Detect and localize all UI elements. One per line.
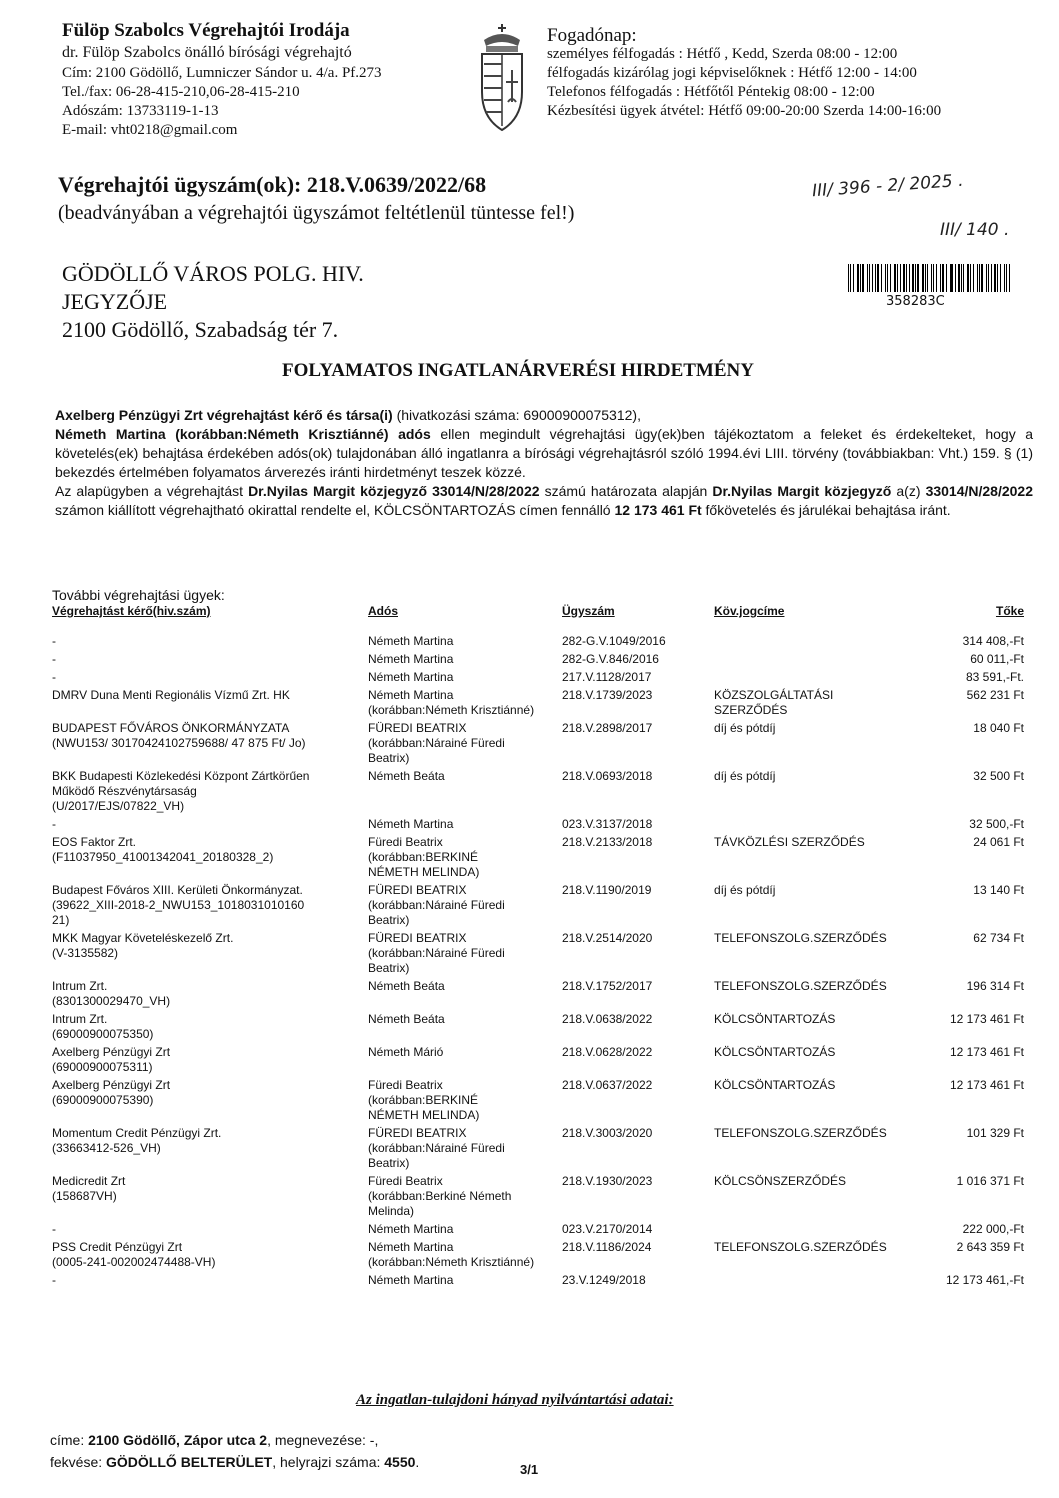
row-case: 23.V.1249/2018 [562,1273,646,1287]
row-title: díj és pótdíj [714,883,776,897]
barcode-bar [955,264,956,292]
row-creditor: EOS Faktor Zrt. (F11037950_41001342041_20180328_2) [52,835,274,864]
row-amount: 13 140 Ft [973,883,1024,897]
table-row [52,721,1032,769]
row-case: 218.V.1739/2023 [562,688,653,702]
row-title: KÖZSZOLGÁLTATÁSI SZERZŐDÉS [714,688,834,717]
row-amount: 12 173 461 Ft [949,1012,1024,1026]
row-creditor: - [52,634,56,648]
row-creditor: Medicredit Zrt (158687VH) [52,1174,126,1203]
property-heading: Az ingatlan-tulajdoni hányad nyilvántartási adatai: [356,1392,674,1408]
office-hours [547,26,941,121]
barcode-bar [872,264,873,292]
row-case: 282-G.V.1049/2016 [562,634,666,648]
row-debtor: Németh Martina [368,1222,454,1236]
barcode-bar [940,264,941,292]
row-case: 217.V.1128/2017 [562,670,652,684]
debtor-name: Németh Martina (korábban:Németh Krisztiánné) adós [55,426,431,442]
barcode-bar [881,264,882,292]
barcode-bar [991,264,992,292]
intro-paragraph-1 [55,406,1033,425]
row-case: 023.V.3137/2018 [562,817,653,831]
barcode-bar [1000,264,1001,292]
row-title: TELEFONSZOLG.SZERZŐDÉS [714,1240,887,1254]
row-case: 218.V.2514/2020 [562,931,653,945]
intro-paragraph-2 [55,425,1033,482]
document-title: FOLYAMATOS INGATLANÁRVERÉSI HIRDETMÉNY [282,360,754,381]
office-hours-line: Telefonos félfogadás : Hétfőtől Péntekig 08:00 - 12:00 [547,84,875,100]
row-creditor: - [52,817,56,831]
intro-text-span: a(z) [891,483,926,499]
row-creditor: MKK Magyar Követeléskezelő Zrt. (V-3135582) [52,931,234,960]
row-title: TÁVKÖZLÉSI SZERZŐDÉS [714,835,865,849]
intro-text-span: számon kiállított végrehajtható okirattal rendelte el, KÖLCSÖNTARTOZÁS címen fennálló [55,502,615,518]
barcode-bar [853,264,854,292]
barcode-bar [897,264,898,292]
barcode-bar [967,264,969,292]
row-creditor: Budapest Főváros XIII. Kerületi Önkormányzat. (39622_XIII-2018-2_NWU153_1018031010160 21) [52,883,305,927]
office-line: Adószám: 13733119-1-13 [62,103,219,119]
barcode-bar [961,264,962,292]
barcode [848,264,1013,309]
barcode-bar [903,264,904,292]
table-row [52,1078,1032,1126]
table-caption: További végrehajtási ügyek: [52,587,225,603]
table-row [52,1126,1032,1174]
office-name: Fülöp Szabolcs Végrehajtói Irodája [62,20,350,41]
header-creditor: Végrehajtást kérő(hiv.szám) [52,604,211,618]
barcode-bar [973,264,974,292]
row-debtor: FÜREDI BEATRIX (korábban:Nárainé Füredi Beatrix) [368,721,505,765]
intro-bold-span: Dr.Nyilas Margit közjegyző 33014/N/28/2022 [248,483,540,499]
handwritten-reference-2: III/ 140 . [940,220,1010,240]
barcode-bar [912,264,913,292]
recipient-address [62,260,364,344]
barcode-bar [931,264,932,292]
address-label: címe: [50,1432,89,1448]
barcode-bar [850,264,851,292]
row-creditor: Momentum Credit Pénzügyi Zrt. (33663412-526_VH) [52,1126,222,1155]
lot-end: . [415,1454,420,1470]
row-amount: 83 591,-Ft. [965,670,1024,684]
row-title: KÖLCSÖNSZERZŐDÉS [714,1174,847,1188]
row-creditor: - [52,670,56,684]
cases-table [52,586,1032,1291]
table-header [52,604,1032,622]
barcode-bar [885,264,886,292]
barcode-bar [981,264,982,292]
intro-paragraph-3 [55,482,1033,520]
address-rest: , megnevezése: -, [267,1432,379,1448]
row-creditor: - [52,652,56,666]
barcode-bar [848,264,849,292]
row-title: TELEFONSZOLG.SZERZŐDÉS [714,979,887,993]
row-creditor: PSS Credit Pénzügyi Zrt (0005-241-002002474488-VH) [52,1240,216,1269]
row-case: 218.V.1190/2019 [562,883,652,897]
row-creditor: - [52,1222,56,1236]
barcode-bar [942,264,944,292]
page-number: 3/1 [520,1462,539,1477]
row-debtor: Németh Martina (korábban:Németh Krisztiánné) [368,688,535,717]
table-row [52,769,1032,817]
office-hours-line: Kézbesítési ügyek átvétel: Hétfő 09:00-20:00 Szerda 14:00-16:00 [547,103,942,119]
case-number-note: (beadványában a végrehajtói ügyszámot feltétlenül tüntesse fel!) [58,202,575,224]
row-amount: 562 231 Ft [966,688,1024,702]
row-creditor: BUDAPEST FŐVÁROS ÖNKORMÁNYZATA (NWU153/ 30170424102759688/ 47 875 Ft/ Jo) [52,721,306,750]
property-location [50,1454,419,1470]
table-row [52,688,1032,721]
table-body [52,634,1032,1291]
row-amount: 60 011,-Ft [970,652,1024,666]
row-debtor: FÜREDI BEATRIX (korábban:Nárainé Füredi Beatrix) [368,1126,505,1170]
row-debtor: Németh Martina [368,652,454,666]
barcode-bar [1009,264,1010,292]
row-creditor: Intrum Zrt. (69000900075350) [52,1012,154,1041]
office-line: Tel./fax: 06-28-415-210,06-28-415-210 [62,84,300,100]
intro-text [55,406,1033,520]
intro-text-span: számú határozata alapján [539,483,713,499]
row-debtor: Németh Martina [368,817,454,831]
barcode-bar [862,264,863,292]
handwritten-reference: III/ 396 - 2/ 2025 . [811,170,965,202]
lot-number: 4550 [384,1454,416,1470]
barcode-bar [950,264,951,292]
row-amount: 24 061 Ft [973,835,1024,849]
intro-text-span: Az alapügyben a végrehajtást [55,483,249,499]
row-debtor: Németh Martina [368,670,454,684]
lot-label: , helyrajzi száma: [272,1454,385,1470]
row-case: 218.V.3003/2020 [562,1126,653,1140]
barcode-bar [875,264,876,292]
office-hours-line: félfogadás kizárólag jogi képviselőknek : Hétfő 12:00 - 14:00 [547,65,917,81]
row-amount: 18 040 Ft [973,721,1024,735]
table-row [52,1222,1032,1240]
row-title: díj és pótdíj [714,769,776,783]
barcode-bar [970,264,971,292]
row-debtor: Németh Martina (korábban:Németh Krisztiánné) [368,1240,535,1269]
barcode-bar [887,264,888,292]
barcode-bar [927,264,928,292]
office-hours-title: Fogadónap: [547,25,637,46]
barcode-bar [906,264,907,292]
table-row [52,1240,1032,1273]
barcode-bar [979,264,980,292]
barcode-bar [890,264,891,292]
barcode-bar [997,264,998,292]
row-case: 218.V.2133/2018 [562,835,653,849]
row-debtor: Füredi Beatrix (korábban:Berkiné Németh Melinda) [368,1174,512,1218]
row-case: 023.V.2170/2014 [562,1222,653,1236]
barcode-bar [951,264,952,292]
barcode-bar [946,264,947,292]
barcode-number: 358283C [886,294,945,309]
row-debtor: Németh Martina [368,634,454,648]
row-amount: 32 500 Ft [973,769,1024,783]
row-creditor: Axelberg Pénzügyi Zrt (69000900075311) [52,1045,171,1074]
intro-bold-span: Dr.Nyilas Margit közjegyző [712,483,892,499]
row-amount: 314 408,-Ft [962,634,1024,648]
barcode-bar [1004,264,1005,292]
row-amount: 12 173 461,-Ft [945,1273,1024,1287]
table-row [52,817,1032,835]
office-line: dr. Fülöp Szabolcs önálló bírósági végrehajtó [62,44,352,61]
barcode-bar [867,264,868,292]
row-debtor: Németh Martina [368,1273,454,1287]
barcode-bar [915,264,916,292]
table-row [52,979,1032,1012]
office-line: Cím: 2100 Gödöllő, Lumniczer Sándor u. 4/a. Pf.273 [62,65,382,81]
table-row [52,931,1032,979]
row-debtor: FÜREDI BEATRIX (korábban:Nárainé Füredi Beatrix) [368,883,505,927]
barcode-bar [900,264,901,292]
barcode-bar [877,264,879,292]
creditor-name: Axelberg Pénzügyi Zrt végrehajtást kérő és társa(i) [55,407,393,423]
row-amount: 32 500,-Ft [969,817,1024,831]
coat-of-arms-icon [476,22,528,139]
row-creditor: - [52,1273,56,1287]
recipient-line: JEGYZŐJE [62,289,168,314]
table-row [52,835,1032,883]
row-title: díj és pótdíj [714,721,776,735]
row-creditor: Intrum Zrt. (8301300029470_VH) [52,979,171,1008]
row-debtor: Németh Beáta [368,979,445,993]
barcode-bar [857,264,859,292]
row-amount: 1 016 371 Ft [956,1174,1024,1188]
table-row [52,652,1032,670]
header-case: Ügyszám [562,604,615,618]
row-creditor: DMRV Duna Menti Regionális Vízmű Zrt. HK [52,688,290,702]
row-case: 218.V.1752/2017 [562,979,653,993]
case-number: Végrehajtói ügyszám(ok): 218.V.0639/2022/68 [58,172,487,197]
recipient-line: GÖDÖLLŐ VÁROS POLG. HIV. [62,261,364,286]
row-title: TELEFONSZOLG.SZERZŐDÉS [714,931,887,945]
row-creditor: BKK Budapesti Közlekedési Központ Zártkörűen Működő Részvénytársaság (U/2017/EJS/07822_VH) [52,769,310,813]
header-amount: Tőke [995,604,1024,618]
location-label: fekvése: [50,1454,107,1470]
row-title: KÖLCSÖNTARTOZÁS [714,1012,836,1026]
barcode-bar [986,264,987,292]
intro-text-span: (hivatkozási száma: 69000900075312), [392,407,641,423]
barcode-bar [917,264,919,292]
property-address [50,1432,378,1448]
office-line: E-mail: vht0218@gmail.com [62,122,238,138]
barcode-bars [848,264,1013,292]
intro-text-span: főkövetelés és járulékai behajtása iránt. [701,502,951,518]
row-debtor: Németh Beáta [368,1012,445,1026]
row-debtor: FÜREDI BEATRIX (korábban:Nárainé Füredi Beatrix) [368,931,505,975]
barcode-bar [869,264,870,292]
location-value: GÖDÖLLŐ BELTERÜLET [106,1454,273,1470]
barcode-bar [977,264,978,292]
table-row [52,1174,1032,1222]
address-value: 2100 Gödöllő, Zápor utca 2 [88,1432,268,1448]
row-case: 218.V.1930/2023 [562,1174,653,1188]
recipient-line: 2100 Gödöllő, Szabadság tér 7. [62,317,339,342]
row-debtor: Füredi Beatrix (korábban:BERKINÉ NÉMETH MELINDA) [368,1078,480,1122]
header-title: Köv.jogcíme [714,604,785,618]
table-row [52,634,1032,652]
row-amount: 62 734 Ft [973,931,1024,945]
row-title: TELEFONSZOLG.SZERZŐDÉS [714,1126,887,1140]
barcode-bar [933,264,934,292]
intro-text-span: ellen megindult végrehajtási ügy(ek)ben tájékoztatom a feleket és érdekelteket, hogy a követelés(ek) behajtása érdekében adós(ok) tulajdonában álló ingatlanra a bírósági végrehajtásról szóló 1994.évi LIII. törvény (továbbiakban: Vht.) 159. § (1) bekezdés értelmében folyamatos árverezés iránti hirdetményt teszek közzé. [55,426,1034,480]
row-title: KÖLCSÖNTARTOZÁS [714,1078,836,1092]
barcode-bar [922,264,923,292]
table-row [52,670,1032,688]
barcode-bar [860,264,861,292]
barcode-bar [909,264,910,292]
row-amount: 12 173 461 Ft [949,1078,1024,1092]
row-amount: 12 173 461 Ft [949,1045,1024,1059]
intro-bold-span: 33014/N/28/2022 [925,483,1033,499]
row-case: 218.V.0637/2022 [562,1078,653,1092]
row-case: 218.V.1186/2024 [562,1240,652,1254]
row-debtor: Németh Márió [368,1045,444,1059]
table-row [52,883,1032,931]
row-case: 218.V.0628/2022 [562,1045,653,1059]
row-case: 282-G.V.846/2016 [562,652,659,666]
barcode-bar [988,264,989,292]
row-creditor: Axelberg Pénzügyi Zrt (69000900075390) [52,1078,171,1107]
table-row [52,1045,1032,1078]
row-case: 218.V.0693/2018 [562,769,653,783]
row-case: 218.V.0638/2022 [562,1012,653,1026]
barcode-bar [963,264,964,292]
office-hours-line: személyes félfogadás : Hétfő , Kedd, Szerda 08:00 - 12:00 [547,46,898,62]
row-title: KÖLCSÖNTARTOZÁS [714,1045,836,1059]
row-amount: 2 643 359 Ft [956,1240,1024,1254]
table-row [52,1273,1032,1291]
barcode-bar [994,264,996,292]
barcode-bar [936,264,937,292]
row-debtor: Németh Beáta [368,769,445,783]
row-amount: 101 329 Ft [966,1126,1024,1140]
office-header [62,20,382,140]
claim-amount: 12 173 461 Ft [614,502,702,518]
table-row [52,1012,1032,1045]
row-amount: 196 314 Ft [966,979,1024,993]
header-debtor: Adós [368,604,398,618]
barcode-bar [925,264,926,292]
barcode-bar [1006,264,1007,292]
barcode-bar [958,264,959,292]
row-case: 218.V.2898/2017 [562,721,653,735]
barcode-bar [894,264,896,292]
row-debtor: Füredi Beatrix (korábban:BERKINÉ NÉMETH MELINDA) [368,835,480,879]
row-amount: 222 000,-Ft [962,1222,1024,1236]
